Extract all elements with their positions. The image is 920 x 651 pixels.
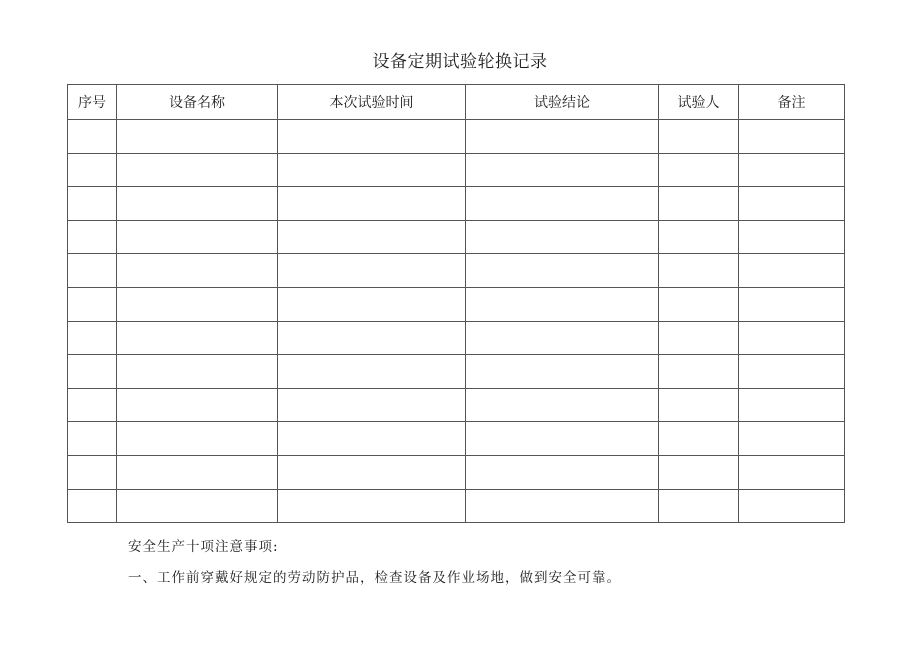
safety-notes-heading: 安全生产十项注意事项:	[128, 539, 279, 555]
record-table	[67, 84, 845, 523]
header-tester: 试验人	[659, 85, 739, 120]
cell-equipment-name[interactable]	[117, 489, 278, 523]
cell-remarks[interactable]	[739, 489, 845, 523]
cell-tester[interactable]	[659, 220, 739, 254]
cell-test-time[interactable]	[278, 220, 466, 254]
cell-tester[interactable]	[659, 120, 739, 154]
cell-test-time[interactable]	[278, 455, 466, 489]
cell-equipment-name[interactable]	[117, 287, 278, 321]
cell-test-conclusion[interactable]	[466, 187, 659, 221]
cell-remarks[interactable]	[739, 120, 845, 154]
document-title: 设备定期试验轮换记录	[372, 52, 548, 72]
table-row	[68, 489, 845, 523]
cell-test-conclusion[interactable]	[466, 220, 659, 254]
cell-serial-number[interactable]	[68, 187, 117, 221]
header-remarks: 备注	[739, 85, 845, 120]
cell-serial-number[interactable]	[68, 153, 117, 187]
cell-remarks[interactable]	[739, 388, 845, 422]
cell-test-time[interactable]	[278, 388, 466, 422]
cell-test-conclusion[interactable]	[466, 321, 659, 355]
cell-test-conclusion[interactable]	[466, 422, 659, 456]
cell-test-time[interactable]	[278, 422, 466, 456]
cell-test-time[interactable]	[278, 355, 466, 389]
table-row	[68, 321, 845, 355]
cell-test-conclusion[interactable]	[466, 287, 659, 321]
cell-remarks[interactable]	[739, 187, 845, 221]
cell-test-time[interactable]	[278, 321, 466, 355]
cell-equipment-name[interactable]	[117, 455, 278, 489]
table-row	[68, 220, 845, 254]
cell-remarks[interactable]	[739, 455, 845, 489]
cell-serial-number[interactable]	[68, 355, 117, 389]
cell-equipment-name[interactable]	[117, 388, 278, 422]
cell-equipment-name[interactable]	[117, 153, 278, 187]
cell-tester[interactable]	[659, 422, 739, 456]
cell-remarks[interactable]	[739, 153, 845, 187]
table-header-row	[68, 85, 845, 120]
cell-tester[interactable]	[659, 321, 739, 355]
table-row	[68, 287, 845, 321]
cell-test-time[interactable]	[278, 489, 466, 523]
cell-tester[interactable]	[659, 455, 739, 489]
cell-test-conclusion[interactable]	[466, 254, 659, 288]
cell-test-conclusion[interactable]	[466, 355, 659, 389]
cell-remarks[interactable]	[739, 254, 845, 288]
cell-serial-number[interactable]	[68, 120, 117, 154]
safety-note-item: 一、工作前穿戴好规定的劳动防护品，检查设备及作业场地，做到安全可靠。	[128, 570, 621, 586]
cell-equipment-name[interactable]	[117, 220, 278, 254]
header-test-time: 本次试验时间	[278, 85, 466, 120]
cell-test-time[interactable]	[278, 187, 466, 221]
cell-remarks[interactable]	[739, 287, 845, 321]
cell-equipment-name[interactable]	[117, 187, 278, 221]
cell-tester[interactable]	[659, 153, 739, 187]
cell-serial-number[interactable]	[68, 287, 117, 321]
cell-tester[interactable]	[659, 287, 739, 321]
cell-test-time[interactable]	[278, 153, 466, 187]
cell-serial-number[interactable]	[68, 220, 117, 254]
table-row	[68, 355, 845, 389]
cell-test-conclusion[interactable]	[466, 153, 659, 187]
cell-test-conclusion[interactable]	[466, 120, 659, 154]
cell-tester[interactable]	[659, 187, 739, 221]
cell-tester[interactable]	[659, 355, 739, 389]
cell-equipment-name[interactable]	[117, 422, 278, 456]
header-test-conclusion: 试验结论	[466, 85, 659, 120]
cell-test-conclusion[interactable]	[466, 388, 659, 422]
header-equipment-name: 设备名称	[117, 85, 278, 120]
cell-equipment-name[interactable]	[117, 254, 278, 288]
table-row	[68, 422, 845, 456]
cell-remarks[interactable]	[739, 220, 845, 254]
table-row	[68, 455, 845, 489]
cell-equipment-name[interactable]	[117, 355, 278, 389]
cell-serial-number[interactable]	[68, 254, 117, 288]
cell-remarks[interactable]	[739, 355, 845, 389]
cell-serial-number[interactable]	[68, 455, 117, 489]
table-row	[68, 187, 845, 221]
cell-tester[interactable]	[659, 388, 739, 422]
cell-remarks[interactable]	[739, 321, 845, 355]
cell-equipment-name[interactable]	[117, 321, 278, 355]
cell-test-time[interactable]	[278, 254, 466, 288]
cell-test-time[interactable]	[278, 120, 466, 154]
table-row	[68, 254, 845, 288]
cell-serial-number[interactable]	[68, 388, 117, 422]
cell-serial-number[interactable]	[68, 422, 117, 456]
table-body	[68, 120, 845, 523]
cell-remarks[interactable]	[739, 422, 845, 456]
table-row	[68, 153, 845, 187]
table-row	[68, 388, 845, 422]
cell-tester[interactable]	[659, 254, 739, 288]
cell-serial-number[interactable]	[68, 489, 117, 523]
cell-test-conclusion[interactable]	[466, 489, 659, 523]
cell-tester[interactable]	[659, 489, 739, 523]
cell-equipment-name[interactable]	[117, 120, 278, 154]
header-serial-number: 序号	[68, 85, 117, 120]
cell-test-time[interactable]	[278, 287, 466, 321]
table-row	[68, 120, 845, 154]
cell-test-conclusion[interactable]	[466, 455, 659, 489]
cell-serial-number[interactable]	[68, 321, 117, 355]
